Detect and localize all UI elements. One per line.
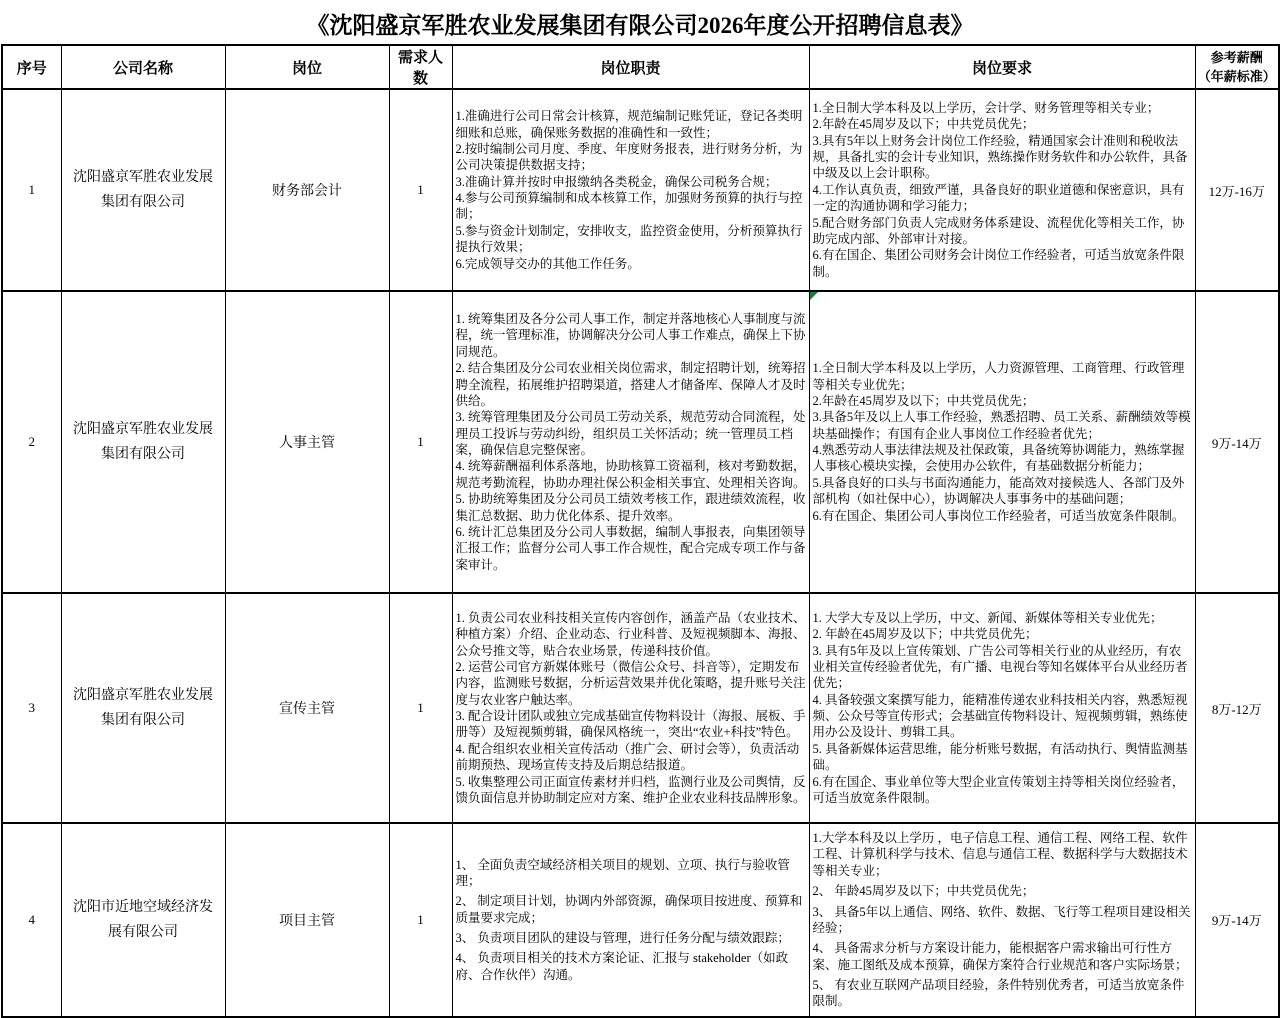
cell-index: 2 (2, 291, 61, 593)
duty-item: 2. 结合集团及分公司农业相关岗位需求，制定招聘计划，统筹招聘全流程，拓展维护招聘渠道，搭建人才储备库、保障人才及时供给。 (455, 361, 806, 408)
requirement-item: 1.全日制大学本科及以上学历，人力资源管理、工商管理、行政管理等相关专业优先； (812, 361, 1185, 392)
cell-position: 项目主管 (225, 823, 389, 1017)
requirement-item: 6.有在国企、集团公司财务会计岗位工作经验者，可适当放宽条件限制。 (812, 248, 1185, 279)
requirement-item: 1.全日制大学本科及以上学历，会计学、财务管理等相关专业； (812, 100, 1160, 115)
duty-item: 6. 统计汇总集团及分公司人事数据，编制人事报表，向集团领导汇报工作；监督分公司人事工作合规性，配合完成专项工作与备案审计。 (455, 524, 806, 572)
requirement-item: 4、 具备需求分析与方案设计能力，能根据客户需求输出可行性方案、施工图纸及成本预算，确保方案符合行业规范和客户实际场景； (812, 941, 1188, 972)
cell-duties (452, 593, 809, 823)
requirement-item: 5.配合财务部门负责人完成财务体系建设、流程优化等相关工作，协助完成内部、外部审计对接。 (812, 215, 1185, 246)
header-position: 岗位 (225, 45, 389, 89)
requirement-item: 3、 具备5年以上通信、网络、软件、数据、飞行等工程项目建设相关经验； (812, 904, 1191, 935)
cell-index: 1 (2, 89, 61, 291)
cell-headcount: 1 (389, 823, 452, 1017)
cell-company: 沈阳盛京军胜农业发展集团有限公司 (61, 593, 225, 823)
cell-requirements (809, 593, 1195, 823)
requirement-item: 5、 有农业互联网产品项目经验，条件特别优秀者，可适当放宽条件限制。 (812, 978, 1185, 1009)
header-index: 序号 (2, 45, 61, 89)
table-header-row (2, 45, 1279, 89)
cell-requirements (809, 823, 1195, 1017)
requirement-item: 6.有在国企、集团公司人事岗位工作经验者，可适当放宽条件限制。 (812, 508, 1185, 523)
cell-position: 人事主管 (225, 291, 389, 593)
duty-item: 1. 统筹集团及各分公司人事工作，制定并落地核心人事制度与流程，统一管理标准，协调解决分公司人事工作难点，确保上下协同规范。 (455, 312, 806, 359)
cell-headcount: 1 (389, 593, 452, 823)
requirement-item: 4. 具备较强文案撰写能力，能精准传递农业科技相关内容，熟悉短视频、公众号等宣传形式；会基础宣传物料设计、短视频剪辑，熟练使用办公及设计、剪辑工具。 (812, 692, 1188, 740)
header-company: 公司名称 (61, 45, 225, 89)
cell-headcount: 1 (389, 89, 452, 291)
duty-item: 3、 负责项目团队的建设与管理，进行任务分配与绩效跟踪； (455, 931, 790, 946)
table-row-4 (2, 823, 1279, 1017)
duty-item: 4、 负责项目相关的技术方案论证、汇报与 stakeholder（如政府、合作伙伴）沟通。 (455, 951, 789, 982)
header-salary (1195, 45, 1279, 89)
cell-company: 沈阳市近地空域经济发展有限公司 (61, 823, 225, 1017)
cell-index: 3 (2, 593, 61, 823)
table-row-2 (2, 291, 1279, 593)
duty-item: 1、 全面负责空域经济相关项目的规划、立项、执行与验收管理； (455, 857, 790, 888)
cell-company: 沈阳盛京军胜农业发展集团有限公司 (61, 89, 225, 291)
duty-item: 3. 配合设计团队或独立完成基础宣传物料设计（海报、展板、手册等）及短视频剪辑，确保风格统一，突出“农业+科技”特色。 (455, 709, 806, 740)
cell-duties (452, 823, 809, 1017)
requirement-item: 3. 具有5年及以上宣传策划、广告公司等相关行业的从业经历，有农业相关宣传经验者优先，有广播、电视台等知名媒体平台从业经历者优先； (812, 643, 1188, 691)
cell-requirements (809, 291, 1195, 593)
duty-item: 6.完成领导交办的其他工作任务。 (455, 256, 640, 271)
requirement-item: 4.工作认真负责，细致严谨，具备良好的职业道德和保密意识，具有一定的沟通协调和学习能力； (812, 182, 1185, 214)
header-salary-line1: 参考薪酬 (1210, 49, 1263, 65)
requirement-item: 2.年龄在45周岁及以下；中共党员优先； (812, 117, 1035, 132)
cell-company: 沈阳盛京军胜农业发展集团有限公司 (61, 291, 225, 593)
requirement-item: 2、 年龄45周岁及以下；中共党员优先； (812, 884, 1035, 899)
requirement-item: 2.年龄在45周岁及以下；中共党员优先； (812, 393, 1035, 408)
duty-item: 1. 负责公司农业科技相关宣传内容创作，涵盖产品（农业技术、种植方案）介绍、企业动态、行业科普、及短视频脚本、海报、公众号推文等，贴合农业场景，传递科技价值。 (455, 610, 806, 658)
cell-position: 财务部会计 (225, 89, 389, 291)
duty-item: 3. 统筹管理集团及分公司员工劳动关系，规范劳动合同流程，处理员工投诉与劳动纠纷，组织员工关怀活动；统一管理员工档案，确保信息完整保密。 (455, 410, 806, 457)
cell-salary: 12万-16万 (1195, 89, 1279, 291)
duty-item: 4. 配合组织农业相关宣传活动（推广会、研讨会等），负责活动前期预热、现场宣传支持及后期总结报道。 (455, 741, 800, 773)
requirement-item: 3.具备5年及以上人事工作经验，熟悉招聘、员工关系、薪酬绩效等模块基础操作；有国有企业人事岗位工作经验者优先； (812, 410, 1191, 441)
requirement-item: 5. 具备新媒体运营思维，能分析账号数据，有活动执行、舆情监测基础。 (812, 741, 1188, 773)
cell-position: 宣传主管 (225, 593, 389, 823)
duty-item: 5. 收集整理公司正面宣传素材并归档，监测行业及公司舆情，反馈负面信息并协助制定应对方案、维护企业农业科技品牌形象。 (455, 774, 806, 805)
duty-item: 4. 统筹薪酬福利体系落地，协助核算工资福利，核对考勤数据，规范考勤流程，协助办理社保公积金相关事宜、处理相关咨询。 (455, 459, 806, 490)
cell-duties (452, 89, 809, 291)
duty-item: 4.参与公司预算编制和成本核算工作，加强财务预算的执行与控制； (455, 191, 803, 222)
cell-duties (452, 291, 809, 593)
duty-item: 2. 运营公司官方新媒体账号（微信公众号、抖音等），定期发布内容，监测账号数据，分析运营效果并优化策略，提升账号关注度与农业客户触达率。 (455, 659, 806, 707)
duty-item: 1.准确进行公司日常会计核算，规范编制记账凭证，登记各类明细账和总账，确保账务数据的准确性和一致性； (455, 109, 803, 140)
requirement-item: 1.大学本科及以上学历 ，电子信息工程、通信工程、网络工程、软件工程、计算机科学与技术、信息与通信工程、数据科学与大数据技术等相关专业； (812, 831, 1188, 878)
header-duties: 岗位职责 (452, 45, 809, 89)
duty-item: 5. 协助统筹集团及分公司员工绩效考核工作，跟进绩效流程，收集汇总数据、助力优化体系、提升效率。 (455, 492, 806, 523)
requirement-item: 2. 年龄在45周岁及以下；中共党员优先； (812, 627, 1038, 642)
duty-item: 2、 制定项目计划，协调内外部资源，确保项目按进度、预算和质量要求完成； (455, 894, 803, 925)
page-title: 《沈阳盛京军胜农业发展集团有限公司2026年度公开招聘信息表》 (306, 13, 974, 38)
duty-item: 5.参与资金计划制定，安排收支，监控资金使用，分析预算执行提执行效果； (455, 223, 803, 255)
cell-corner-flag-icon (810, 292, 818, 300)
cell-index: 4 (2, 823, 61, 1017)
cell-salary: 9万-14万 (1195, 823, 1279, 1017)
table-row-1 (2, 89, 1279, 291)
duty-item: 2.按时编制公司月度、季度、年度财务报表，进行财务分析，为公司决策提供数据支持； (455, 141, 803, 173)
cell-headcount: 1 (389, 291, 452, 593)
cell-salary: 9万-14万 (1195, 291, 1279, 593)
cell-requirements (809, 89, 1195, 291)
requirement-item: 1. 大学大专及以上学历，中文、新闻、新媒体等相关专业优先； (812, 610, 1163, 625)
recruitment-table (1, 44, 1280, 1018)
table-row-3 (2, 593, 1279, 823)
requirement-item: 3.具有5年以上财务会计岗位工作经验，精通国家会计准则和税收法规，具备扎实的会计专业知识，熟练操作财务软件和办公软件，具备中级及以上会计职称。 (812, 133, 1188, 181)
requirement-item: 5.具备良好的口头与书面沟通能力，能高效对接候选人、各部门及外部机构（如社保中心），协调解决人事事务中的基础问题； (812, 475, 1185, 507)
cell-salary: 8万-12万 (1195, 593, 1279, 823)
duty-item: 3.准确计算并按时申报缴纳各类税金，确保公司税务合规； (455, 174, 778, 189)
header-requirements: 岗位要求 (809, 45, 1195, 89)
requirement-item: 6.有在国企、事业单位等大型企业宣传策划主持等相关岗位经验者，可适当放宽条件限制。 (812, 774, 1185, 805)
requirement-item: 4.熟悉劳动人事法律法规及社保政策，具备统筹协调能力，熟练掌握人事核心模块实操，会使用办公软件，有基础数据分析能力； (812, 443, 1185, 474)
header-headcount: 需求人数 (389, 45, 452, 89)
header-salary-line2: （年薪标准） (1197, 69, 1276, 84)
